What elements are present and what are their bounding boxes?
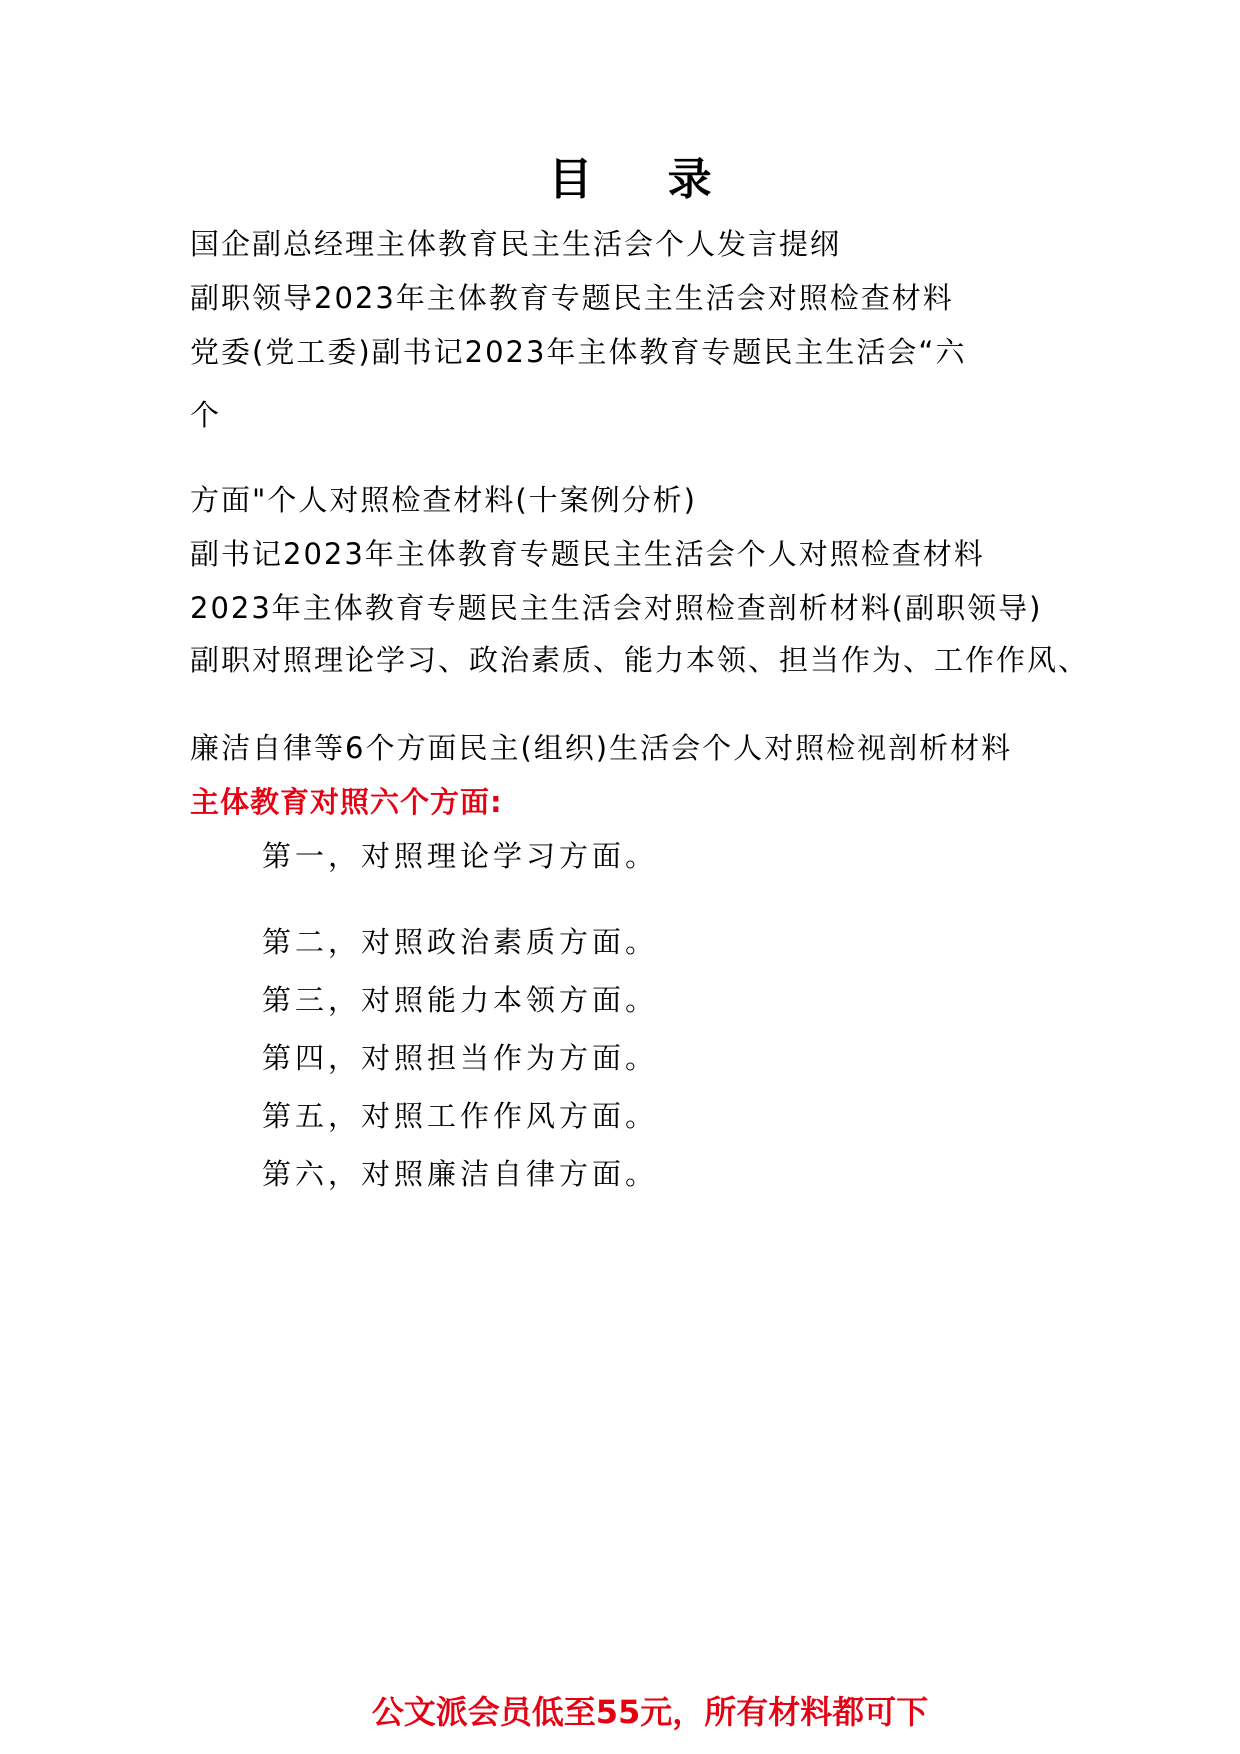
aspect-item: 第三，对照能力本领方面。 — [262, 983, 659, 1017]
toc-item: 副书记2023年主体教育专题民主生活会个人对照检查材料 — [190, 537, 985, 571]
section-heading: 主体教育对照六个方面: — [190, 785, 503, 819]
aspect-item: 第二，对照政治素质方面。 — [262, 925, 659, 959]
aspect-item: 第一，对照理论学习方面。 — [262, 839, 659, 873]
toc-item: 2023年主体教育专题民主生活会对照检查剖析材料(副职领导) — [190, 591, 1043, 625]
toc-item: 国企副总经理主体教育民主生活会个人发言提纲 — [190, 227, 842, 261]
toc-item: 副职领导2023年主体教育专题民主生活会对照检查材料 — [190, 281, 954, 315]
aspect-item: 第五，对照工作作风方面。 — [262, 1099, 659, 1133]
toc-item: 党委(党工委)副书记2023年主体教育专题民主生活会“六 — [190, 335, 967, 369]
toc-item: 方面"个人对照检查材料(十案例分析) — [190, 483, 697, 517]
page-title: 目 录 — [548, 154, 742, 205]
aspect-item: 第六，对照廉洁自律方面。 — [262, 1157, 659, 1191]
toc-item: 廉洁自律等6个方面民主(组织)生活会个人对照检视剖析材料 — [190, 731, 1013, 765]
aspect-item: 第四，对照担当作为方面。 — [262, 1041, 659, 1075]
promo-footer: 公文派会员低至55元，所有材料都可下 — [371, 1693, 929, 1731]
toc-item: 个 — [190, 398, 222, 432]
toc-item: 副职对照理论学习、政治素质、能力本领、担当作为、工作作风、 — [190, 643, 1090, 677]
